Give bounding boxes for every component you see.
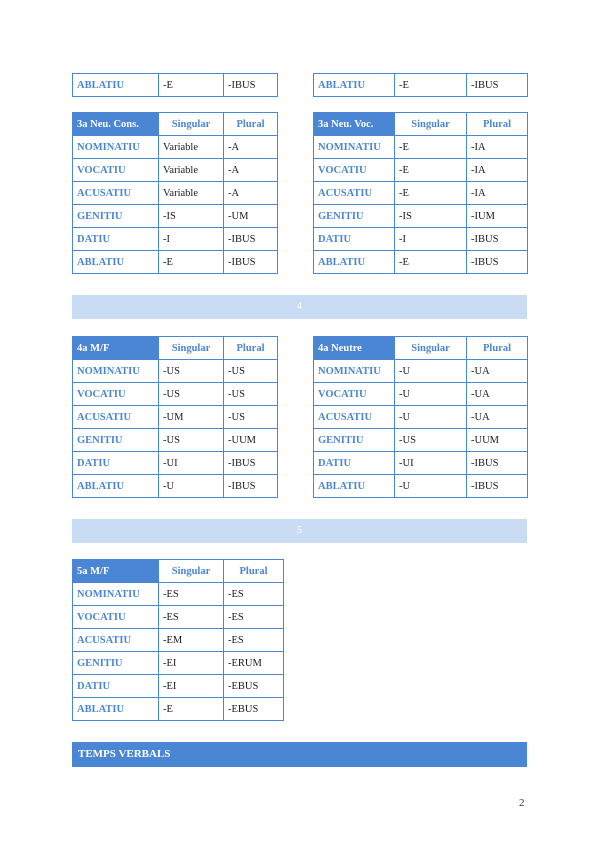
table-3-mf-tail (72, 73, 278, 97)
table-row (73, 159, 278, 182)
plural-ending: -US (224, 383, 278, 406)
plural-ending: -UA (467, 383, 528, 406)
case-label: GENITIU (314, 205, 395, 228)
singular-ending: -E (395, 159, 467, 182)
singular-ending: -U (159, 475, 224, 498)
table-4-neuter (313, 336, 528, 498)
case-label: NOMINATIU (314, 360, 395, 383)
plural-ending: -IBUS (224, 251, 278, 274)
plural-ending: -IBUS (224, 228, 278, 251)
table-header-row (73, 560, 284, 583)
table-header-row (314, 113, 528, 136)
case-label: DATIU (314, 228, 395, 251)
singular-ending: -U (395, 383, 467, 406)
table-row (73, 360, 278, 383)
declension-title: 3a Neu. Cons. (73, 113, 159, 136)
table-row (73, 475, 278, 498)
case-label: NOMINATIU (73, 360, 159, 383)
table-row (73, 182, 278, 205)
plural-ending: -UM (224, 205, 278, 228)
case-label: GENITIU (73, 429, 159, 452)
section-band-5: 5 (72, 519, 527, 543)
case-label: DATIU (314, 452, 395, 475)
singular-ending: -UI (159, 452, 224, 475)
table-row (73, 606, 284, 629)
column-header-singular: Singular (159, 337, 224, 360)
plural-ending: -IBUS (467, 228, 528, 251)
singular-ending: -ES (159, 606, 224, 629)
singular-ending: -EM (159, 629, 224, 652)
plural-ending: -IBUS (467, 74, 528, 97)
column-header-singular: Singular (159, 113, 224, 136)
case-label: GENITIU (314, 429, 395, 452)
column-header-plural: Plural (467, 113, 528, 136)
case-label: ACUSATIU (73, 406, 159, 429)
singular-ending: -US (159, 429, 224, 452)
plural-ending: -IA (467, 136, 528, 159)
table-row (73, 406, 278, 429)
singular-ending: -E (159, 698, 224, 721)
table-header-row (314, 337, 528, 360)
singular-ending: -IS (159, 205, 224, 228)
singular-ending: Variable (159, 182, 224, 205)
declension-title: 3a Neu. Voc. (314, 113, 395, 136)
plural-ending: -EBUS (224, 675, 284, 698)
case-label: ABLATIU (73, 251, 159, 274)
case-label: NOMINATIU (73, 583, 159, 606)
table-row (73, 675, 284, 698)
case-label: DATIU (73, 452, 159, 475)
table-row (314, 406, 528, 429)
case-label: ACUSATIU (73, 629, 159, 652)
plural-ending: -IBUS (224, 452, 278, 475)
case-label: ABLATIU (314, 251, 395, 274)
case-label: DATIU (73, 675, 159, 698)
plural-ending: -US (224, 360, 278, 383)
plural-ending: -ES (224, 629, 284, 652)
plural-ending: -A (224, 182, 278, 205)
section-heading-temps-verbals: TEMPS VERBALS (72, 742, 527, 767)
singular-ending: -E (395, 136, 467, 159)
table-row (314, 452, 528, 475)
case-label: ACUSATIU (314, 406, 395, 429)
table-row (314, 383, 528, 406)
table-row (314, 360, 528, 383)
table-row (314, 251, 528, 274)
case-label: VOCATIU (314, 383, 395, 406)
case-label: VOCATIU (73, 383, 159, 406)
case-label: ABLATIU (73, 475, 159, 498)
singular-ending: -I (395, 228, 467, 251)
column-header-singular: Singular (395, 337, 467, 360)
case-label: NOMINATIU (314, 136, 395, 159)
plural-ending: -US (224, 406, 278, 429)
plural-ending: -IBUS (467, 475, 528, 498)
table-row (73, 698, 284, 721)
table-row (73, 251, 278, 274)
case-label: ABLATIU (314, 74, 395, 97)
table-row (314, 159, 528, 182)
singular-ending: Variable (159, 136, 224, 159)
case-label: VOCATIU (73, 159, 159, 182)
table-3-neuter-vocalic (313, 112, 528, 274)
singular-ending: -E (159, 74, 224, 97)
plural-ending: -IUM (467, 205, 528, 228)
singular-ending: -US (395, 429, 467, 452)
plural-ending: -IBUS (467, 452, 528, 475)
column-header-plural: Plural (224, 560, 284, 583)
table-4-masc-fem (72, 336, 278, 498)
declension-title: 4a Neutre (314, 337, 395, 360)
table-row (314, 228, 528, 251)
declension-title: 4a M/F (73, 337, 159, 360)
case-label: ABLATIU (314, 475, 395, 498)
table-row (73, 205, 278, 228)
column-header-singular: Singular (395, 113, 467, 136)
singular-ending: -EI (159, 652, 224, 675)
table-3-neuter-consonant (72, 112, 278, 274)
plural-ending: -ERUM (224, 652, 284, 675)
plural-ending: -EBUS (224, 698, 284, 721)
singular-ending: -E (395, 251, 467, 274)
table-row (73, 228, 278, 251)
declension-title: 5a M/F (73, 560, 159, 583)
page-number: 2 (519, 797, 525, 809)
column-header-plural: Plural (224, 337, 278, 360)
plural-ending: -IBUS (224, 475, 278, 498)
table-row (73, 452, 278, 475)
singular-ending: -U (395, 360, 467, 383)
plural-ending: -UUM (467, 429, 528, 452)
singular-ending: -UI (395, 452, 467, 475)
plural-ending: -IBUS (224, 74, 278, 97)
table-row (314, 475, 528, 498)
singular-ending: -IS (395, 205, 467, 228)
singular-ending: -U (395, 406, 467, 429)
case-label: ABLATIU (73, 698, 159, 721)
case-label: VOCATIU (73, 606, 159, 629)
table-row (73, 383, 278, 406)
plural-ending: -A (224, 159, 278, 182)
case-label: ABLATIU (73, 74, 159, 97)
singular-ending: -E (395, 182, 467, 205)
table-row (73, 583, 284, 606)
table-row (314, 205, 528, 228)
plural-ending: -A (224, 136, 278, 159)
singular-ending: -U (395, 475, 467, 498)
plural-ending: -ES (224, 583, 284, 606)
table-row (73, 429, 278, 452)
section-band-4: 4 (72, 295, 527, 319)
table-row (314, 136, 528, 159)
singular-ending: -ES (159, 583, 224, 606)
singular-ending: -UM (159, 406, 224, 429)
table-header-row (73, 113, 278, 136)
plural-ending: -UUM (224, 429, 278, 452)
plural-ending: -IA (467, 159, 528, 182)
table-row (73, 652, 284, 675)
column-header-plural: Plural (224, 113, 278, 136)
case-label: ACUSATIU (314, 182, 395, 205)
plural-ending: -UA (467, 360, 528, 383)
plural-ending: -ES (224, 606, 284, 629)
singular-ending: Variable (159, 159, 224, 182)
singular-ending: -US (159, 383, 224, 406)
table-row (73, 136, 278, 159)
case-label: GENITIU (73, 652, 159, 675)
plural-ending: -IA (467, 182, 528, 205)
singular-ending: -EI (159, 675, 224, 698)
singular-ending: -I (159, 228, 224, 251)
singular-ending: -E (395, 74, 467, 97)
case-label: NOMINATIU (73, 136, 159, 159)
case-label: ACUSATIU (73, 182, 159, 205)
table-row (73, 74, 278, 97)
table-row (314, 74, 528, 97)
case-label: VOCATIU (314, 159, 395, 182)
column-header-singular: Singular (159, 560, 224, 583)
plural-ending: -IBUS (467, 251, 528, 274)
table-header-row (73, 337, 278, 360)
column-header-plural: Plural (467, 337, 528, 360)
table-5-masc-fem (72, 559, 284, 721)
singular-ending: -US (159, 360, 224, 383)
table-row (73, 629, 284, 652)
case-label: GENITIU (73, 205, 159, 228)
table-row (314, 429, 528, 452)
table-row (314, 182, 528, 205)
case-label: DATIU (73, 228, 159, 251)
table-3-voc-tail (313, 73, 528, 97)
plural-ending: -UA (467, 406, 528, 429)
singular-ending: -E (159, 251, 224, 274)
